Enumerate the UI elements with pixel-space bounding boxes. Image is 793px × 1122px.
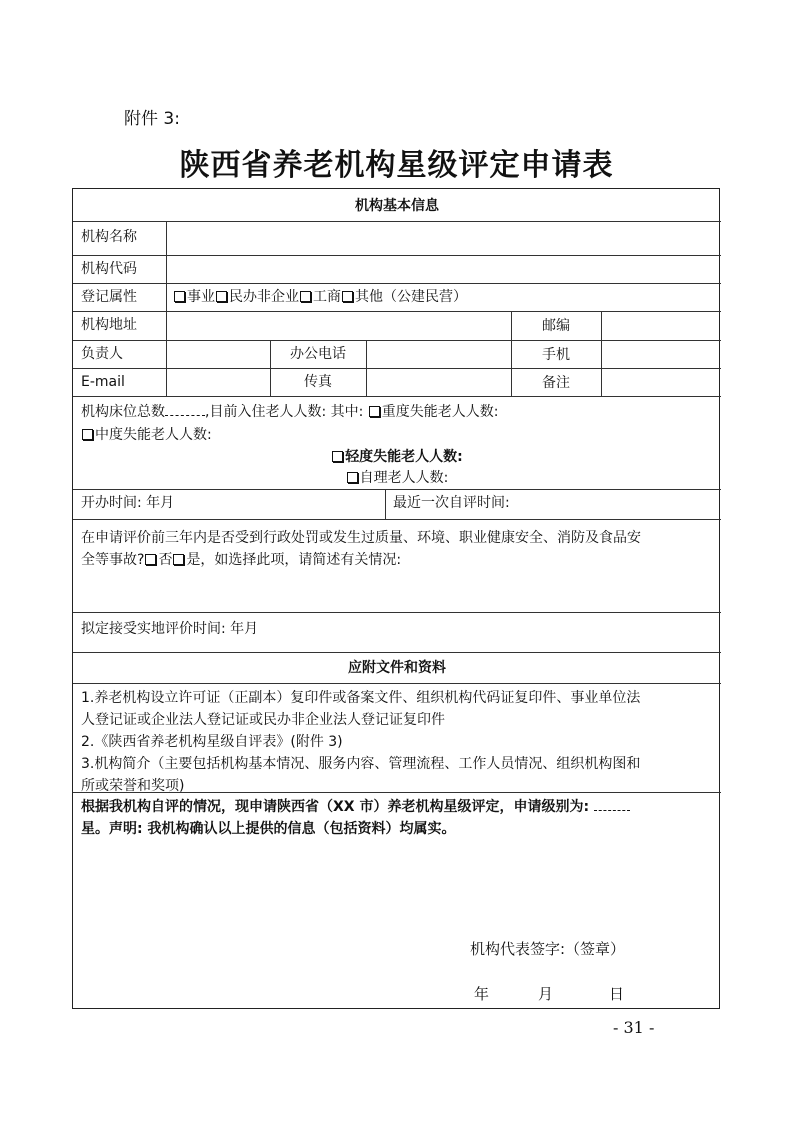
reg-option-other: 其他（公建民营）: [355, 289, 467, 305]
moderate-disability-label: 中度失能老人人数:: [95, 427, 212, 443]
checkbox-icon: [145, 554, 156, 565]
doc-item-3a: 3.机构简介（主要包括机构基本情况、服务内容、管理流程、工作人员情况、组织机构图和: [81, 756, 641, 772]
checkbox-icon: [82, 429, 93, 440]
page-number: - 31 -: [613, 1018, 655, 1037]
recent-evaluation-label: 最近一次自评时间:: [393, 495, 510, 511]
self-care-line: [73, 469, 721, 487]
checkbox-icon: [173, 554, 184, 565]
declaration-line2: 星。声明: 我机构确认以上提供的信息（包括资料）均属实。: [81, 821, 456, 837]
form-title: 陕西省养老机构星级评定申请表: [179, 148, 614, 183]
doc-item-1a: 1.养老机构设立许可证（正副本）复印件或备案文件、组织机构代码证复印件、事业单位法: [81, 690, 641, 706]
basic-info-header: 机构基本信息: [355, 198, 439, 214]
documents-header: 应附文件和资料: [348, 660, 446, 676]
onsite-evaluation-label: 拟定接受实地评价时间: 年月: [81, 621, 259, 637]
reg-option-public: 事业: [187, 289, 215, 305]
reg-option-private-nonprofit: 民办非企业: [229, 289, 299, 305]
email-label: E-mail: [81, 374, 125, 390]
date-month: 月: [538, 985, 554, 1003]
mobile-label: 手机: [542, 347, 570, 363]
penalty-yes: 是，如选择此项，请简述有关情况:: [186, 552, 402, 568]
checkbox-icon: [174, 291, 185, 302]
signature-label: 机构代表签字:（签章）: [470, 940, 626, 958]
bed-count-line: [81, 403, 499, 421]
office-phone-label: 办公电话: [290, 346, 346, 362]
declaration: [81, 796, 717, 840]
documents-list: [81, 687, 717, 797]
org-name-label: 机构名称: [81, 229, 137, 245]
checkbox-icon: [332, 451, 343, 462]
mild-disability-line: [73, 448, 721, 466]
star-level-blank: [594, 798, 630, 811]
postcode-label: 邮编: [542, 318, 570, 334]
application-form: [72, 188, 720, 1009]
penalty-question: [81, 527, 715, 571]
checkbox-icon: [369, 406, 380, 417]
attachment-label: 附件 3:: [124, 109, 180, 129]
fax-label: 传真: [304, 374, 332, 390]
date-year: 年: [474, 985, 490, 1003]
residents-label: ,目前入住老人人数: 其中:: [205, 404, 364, 420]
registration-options: [173, 288, 467, 306]
reg-option-commercial: 工商: [313, 289, 341, 305]
bed-total-label: 机构床位总数: [81, 404, 165, 420]
checkbox-icon: [342, 291, 353, 302]
doc-item-2: 2.《陕西省养老机构星级自评表》(附件 3): [81, 734, 343, 750]
mild-disability-label: 轻度失能老人人数:: [345, 449, 463, 465]
bed-total-blank: [165, 403, 205, 416]
severe-disability-label: 重度失能老人人数:: [381, 404, 499, 420]
penalty-line1: 在申请评价前三年内是否受到行政处罚或发生过质量、环境、职业健康安全、消防及食品安: [81, 530, 641, 546]
checkbox-icon: [347, 472, 358, 483]
org-code-label: 机构代码: [81, 261, 137, 277]
penalty-line2: 全等事故? 否 是，如选择此项，请简述有关情况:: [81, 552, 402, 568]
date-day: 日: [609, 985, 625, 1003]
declaration-line1: 根据我机构自评的情况，现申请陕西省（XX 市）养老机构星级评定，申请级别为:: [81, 796, 717, 818]
remark-label: 备注: [542, 375, 570, 391]
registration-label: 登记属性: [81, 289, 137, 305]
self-care-label: 自理老人人数:: [359, 470, 449, 486]
checkbox-icon: [300, 291, 311, 302]
open-time-label: 开办时间: 年月: [81, 495, 175, 511]
person-in-charge-label: 负责人: [81, 346, 123, 362]
checkbox-icon: [216, 291, 227, 302]
penalty-no: 否: [158, 552, 173, 568]
moderate-disability-line: [81, 426, 212, 444]
org-address-label: 机构地址: [81, 317, 137, 333]
doc-item-1b: 人登记证或企业法人登记证或民办非企业法人登记证复印件: [81, 712, 445, 728]
doc-item-3b: 所或荣誉和奖项): [81, 778, 185, 794]
